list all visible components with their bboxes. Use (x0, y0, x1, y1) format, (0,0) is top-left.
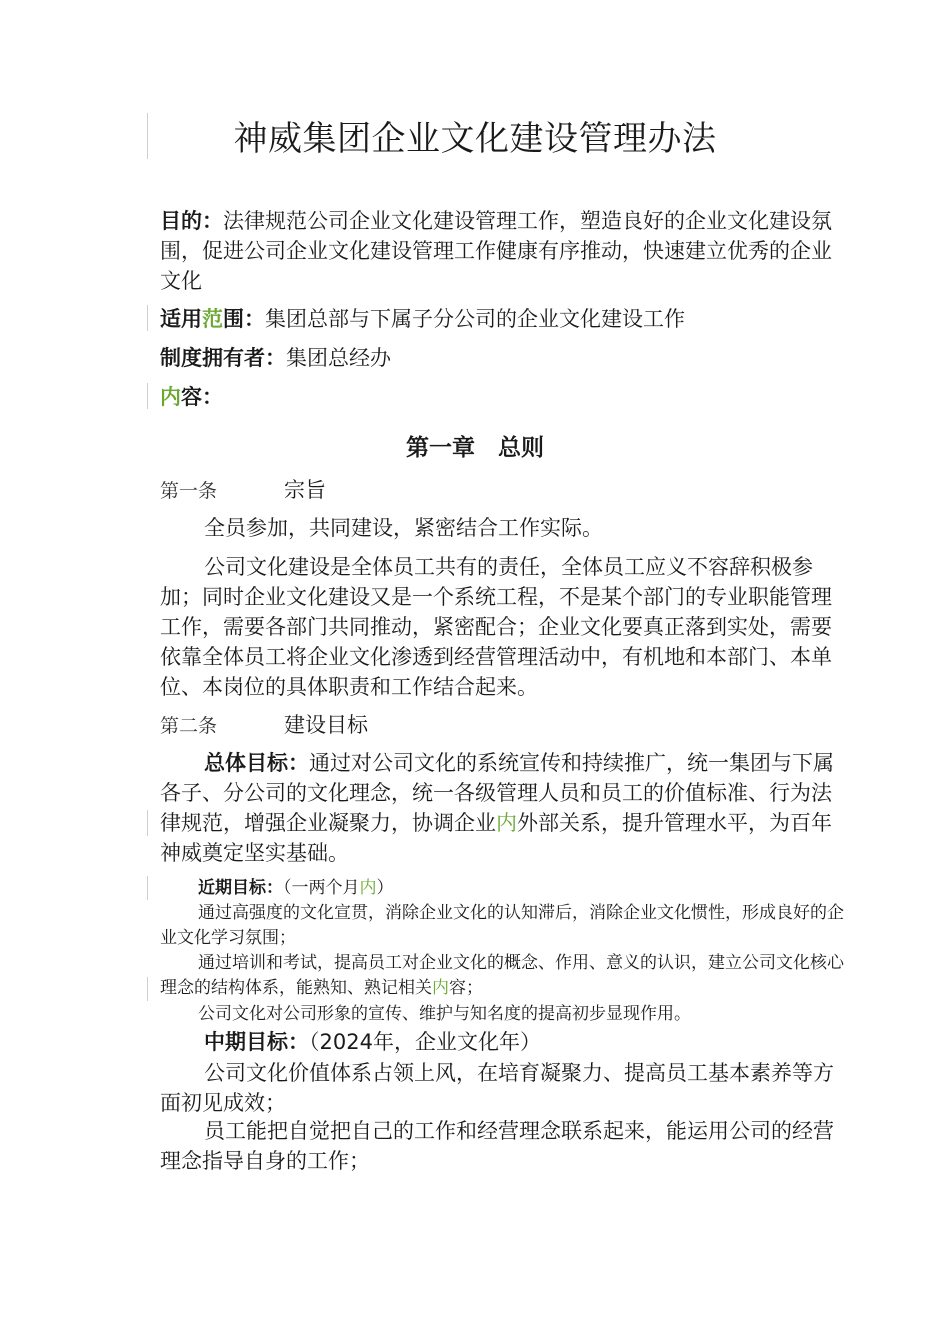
scope-label: 适用范围： (160, 307, 265, 331)
near-goal-item: 公司文化对公司形象的宣传、维护与知名度的提高初步显现作用。 (198, 1004, 691, 1024)
mid-goal-label: 中期目标： (204, 1030, 309, 1054)
article-title: 宗旨 (284, 478, 326, 502)
purpose-text: 法律规范公司企业文化建设管理工作，塑造良好的企业文化建设氛围，促进公司企业文化建设管理工作健康有序推动，快速建立优秀的企业文化 (160, 209, 832, 293)
overall-goal-label: 总体目标： (204, 751, 309, 775)
scope-paragraph (160, 304, 850, 334)
near-goal-heading: 近期目标：（一两个月内） (198, 878, 394, 898)
margin-bar (147, 383, 148, 409)
overall-goal-paragraph: 总体目标：通过对公司文化的系统宣传和持续推广，统一集团与下属各子、分公司的文化理念，统一各级管理人员和员工的价值标准、行为法律规范，增强企业凝聚力，协调企业内外部关系，提升管理水平，为百年神威奠定坚实基础。 (160, 751, 834, 865)
mid-goal-item: 员工能把自觉把自己的工作和经营理念联系起来，能运用公司的经营理念指导自身的工作； (160, 1119, 834, 1173)
body-paragraph: 全员参加，共同建设，紧密结合工作实际。 (204, 516, 603, 540)
margin-bar (147, 810, 148, 836)
mid-goal-item: 公司文化价值体系占领上风，在培育凝聚力、提高员工基本素养等方面初见成效； (160, 1061, 834, 1115)
article-heading (160, 710, 368, 741)
owner-text: 集团总经办 (286, 346, 391, 370)
margin-bar (147, 876, 148, 900)
owner-paragraph (160, 343, 850, 373)
near-goal-label: 近期目标： (198, 878, 283, 898)
article-title: 建设目标 (284, 713, 368, 737)
margin-bar (147, 305, 148, 331)
margin-bar (147, 977, 148, 1001)
article-heading (160, 475, 326, 506)
article-number: 第二条 (160, 715, 218, 737)
scope-text: 集团总部与下属子分公司的企业文化建设工作 (265, 307, 685, 331)
body-paragraph: 公司文化建设是全体员工共有的责任，全体员工应义不容辞积极参加；同时企业文化建设又是一个系统工程，不是某个部门的专业职能管理工作，需要各部门共同推动，紧密配合；企业文化要真正落到实处，需要依靠全体员工将企业文化渗透到经营管理活动中，有机地和本部门、本单位、本岗位的具体职责和工作结合起来。 (160, 555, 832, 699)
owner-label: 制度拥有者： (160, 346, 286, 370)
article-number: 第一条 (160, 480, 218, 502)
chapter-heading: 第一章 总则 (406, 435, 544, 461)
content-label: 内容： (160, 385, 223, 409)
mid-goal-heading: 中期目标：（2024年，企业文化年） (204, 1030, 541, 1054)
document-title: 神威集团企业文化建设管理办法 (233, 119, 717, 159)
content-paragraph (160, 382, 850, 412)
purpose-paragraph (160, 206, 850, 296)
near-goal-item: 通过高强度的文化宣贯，消除企业文化的认知滞后，消除企业文化惯性，形成良好的企业文化学习氛围； (160, 903, 844, 948)
near-goal-item: 通过培训和考试，提高员工对企业文化的概念、作用、意义的认识，建立公司文化核心理念的结构体系，能熟知、熟记相关内容； (160, 953, 844, 998)
purpose-label: 目的： (160, 209, 223, 233)
